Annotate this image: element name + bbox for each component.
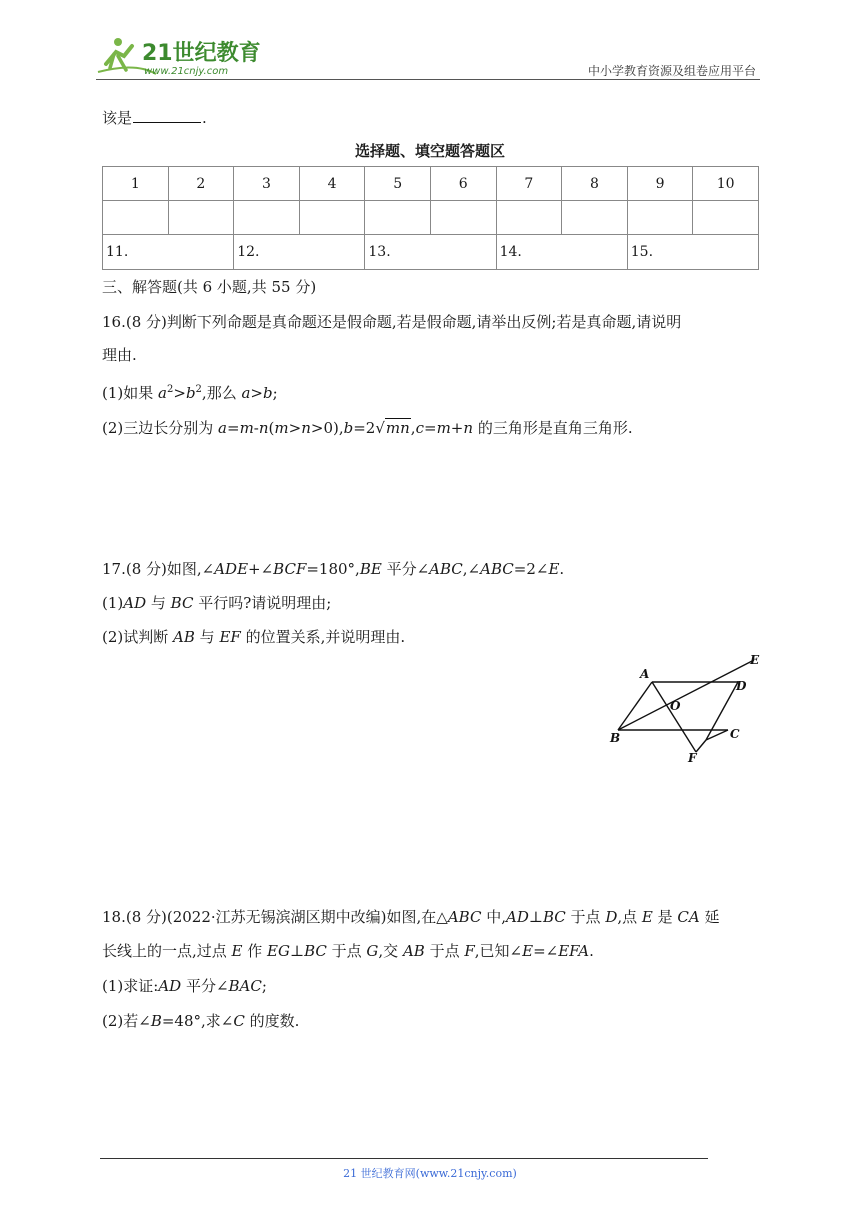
table-cell: 9 [627,167,693,201]
table-cell: 8 [562,167,628,201]
label-F: F [688,751,697,765]
q17-figure [608,650,768,765]
q17-stem: 17.(8 分)如图,∠ADE+∠BCF=180°,BE 平分∠ABC,∠ABC=2∠E. [102,560,565,578]
q17-p2-suffix: 的位置关系,并说明理由. [240,628,406,646]
fill-cell[interactable]: 14. [496,235,627,270]
footer-divider [100,1158,708,1159]
answer-area-title: 选择题、填空题答题区 [354,142,505,160]
footer-text[interactable]: 21 世纪教育网(www.21cnjy.com) [343,1167,517,1180]
fill-cell[interactable]: 12. [234,235,365,270]
table-cell: 7 [496,167,562,201]
answer-cell[interactable] [168,201,234,235]
answer-cell[interactable] [234,201,300,235]
q16-stem-line1: 16.(8 分)判断下列命题是真命题还是假命题,若是假命题,请举出反例;若是真命题,请说明 [102,313,682,331]
label-C: C [730,727,740,741]
table-cell: 5 [365,167,431,201]
q18-part2: (2)若∠B=48°,求∠C 的度数. [102,1012,300,1030]
label-D: D [736,679,747,693]
answer-cell[interactable] [430,201,496,235]
section3-heading: 三、解答题(共 6 小题,共 55 分) [102,278,317,296]
table-cell: 3 [234,167,300,201]
answer-table-fill-row [103,235,759,270]
answer-table [102,166,759,270]
q18-p2-prefix: (2)若 [102,1012,139,1030]
table-cell: 1 [103,167,169,201]
q17-p1-label: (1) [102,594,124,612]
q17-stem-prefix: 17.(8 分)如图, [102,560,202,578]
table-cell: 10 [693,167,759,201]
fill-cell[interactable]: 11. [103,235,234,270]
q17-part1: (1)AD 与 BC 平行吗?请说明理由; [102,594,332,612]
q17-part2: (2)试判断 AB 与 EF 的位置关系,并说明理由. [102,628,406,646]
label-A: A [640,667,650,681]
fill-cell[interactable]: 13. [365,235,496,270]
q17-p1-suffix: 平行吗?请说明理由; [193,594,332,612]
answer-blank [133,106,201,123]
table-cell: 4 [299,167,365,201]
label-B: B [610,731,621,745]
answer-cell[interactable] [562,201,628,235]
q18-p1-prefix: (1)求证: [102,977,159,995]
answer-cell[interactable] [693,201,759,235]
q17-p2-mid: 与 [194,628,220,646]
logo-text: 21世纪教育 [142,41,261,66]
q16-part2: (2)三边长分别为 a=m-n(m>n>0),b=2√mn,c=m+n 的三角形是直角三角形. [102,419,633,437]
intro-line [102,106,207,128]
answer-cell[interactable] [103,201,169,235]
q17-p1-mid: 与 [146,594,171,612]
answer-cell[interactable] [496,201,562,235]
answer-table-numbers-row [103,167,759,201]
q18-line1-prefix: 18.(8 分)(2022·江苏无锡滨湖区期中改编)如图,在 [102,908,437,926]
intro-prefix: 该是 [102,109,133,127]
header-platform-text: 中小学教育资源及组卷应用平台 [587,64,756,78]
q16-p2-prefix: (2)三边长分别为 [102,419,219,437]
intro-suffix: . [202,109,207,127]
q18-line2: 长线上的一点,过点 E 作 EG⊥BC 于点 G,交 AB 于点 F,已知∠E=∠EFA. [102,942,594,960]
label-E: E [750,653,760,667]
site-logo [96,34,266,80]
fill-cell[interactable]: 15. [627,235,758,270]
header-divider [96,79,760,80]
q18-p2-suffix: 的度数. [249,1012,300,1030]
logo-url: www.21cnjy.com [144,66,229,77]
q17-p2-label: (2)试判断 [102,628,174,646]
table-cell: 2 [168,167,234,201]
table-cell: 6 [430,167,496,201]
q16-stem-line2: 理由. [102,346,137,364]
q16-part1: (1)如果 $a^2>b^2$,那么 a>b; [102,384,278,402]
q18-line2-prefix: 长线上的一点,过点 [102,942,232,960]
answer-cell[interactable] [627,201,693,235]
q16-p2-suffix: 的三角形是直角三角形. [473,419,633,437]
answer-table-blank-row [103,201,759,235]
answer-cell[interactable] [299,201,365,235]
q18-line1: 18.(8 分)(2022·江苏无锡滨湖区期中改编)如图,在△ABC 中,AD⊥BC 于点 D,点 E 是 CA 延 [102,908,720,926]
geometry-diagram [608,650,768,765]
q18-part1: (1)求证:AD 平分∠BAC; [102,977,267,995]
answer-cell[interactable] [365,201,431,235]
label-O: O [670,699,681,713]
q16-p1-prefix: (1)如果 [102,384,159,402]
